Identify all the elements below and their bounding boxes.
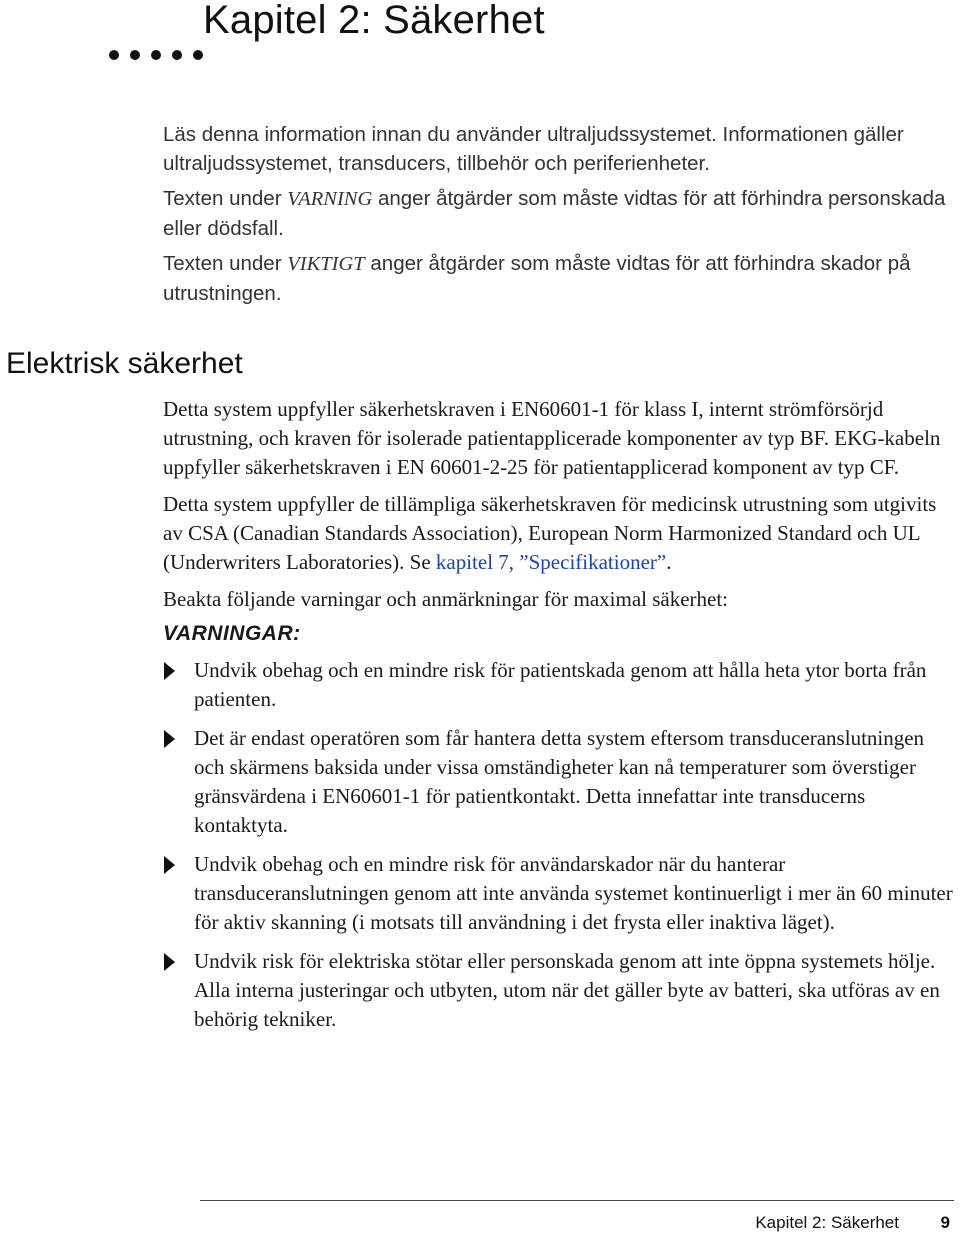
dot-icon <box>130 50 140 60</box>
intro-paragraph: Läs denna information innan du använder ultraljudssystemet. Informationen gäller ultraljudssystemet, transducers, tillbehör och periferienheter. <box>163 123 904 175</box>
varning-term: VARNING <box>287 188 373 210</box>
specifications-link[interactable]: kapitel 7, ”Specifikationer” <box>435 550 667 574</box>
warning-item: Undvik risk för elektriska stötar eller personskada genom att inte öppna systemets hölje. Alla interna justeringar och utbyten, utom när det gäller byte av batteri, ska utföras av en behörig tekniker. <box>163 947 953 1034</box>
warning-item: Undvik obehag och en mindre risk för användarskador när du hanterar transduceranslutningen genom att inte använda systemet kontinuerligt i mer än 60 minuter för aktiv skanning (i motsats till användning i det frysta eller inaktiva läget). <box>163 850 953 937</box>
triangle-bullet-icon <box>164 662 175 680</box>
important-definition-paragraph: Texten under VIKTIGT anger åtgärder som måste vidtas för att förhindra skador på utrustningen. <box>163 252 911 305</box>
footer-chapter: Kapitel 2: Säkerhet <box>755 1213 899 1232</box>
warning-item: Det är endast operatören som får hantera detta system eftersom transduceranslutningen och skärmens baksida under vissa omständigheter kan nå temperaturer som överstiger gränsvärdena i EN60601-1 för patientkontakt. Detta innefattar inte transducerns kontaktyta. <box>163 724 953 840</box>
triangle-bullet-icon <box>164 730 175 748</box>
dot-icon <box>109 50 119 60</box>
section-heading: Elektrisk säkerhet <box>6 347 243 380</box>
standards-paragraph: Detta system uppfyller de tillämpliga säkerhetskraven för medicinsk utrustning som utgivits av CSA (Canadian Standards Association), European Norm Harmonized Standard och UL (Underwriters Laboratories). Se kapitel 7, ”Specifikationer”. <box>163 492 937 574</box>
warnings-label: VARNINGAR: <box>163 622 301 645</box>
warning-item: Undvik obehag och en mindre risk för patientskada genom att hålla heta ytor borta från patienten. <box>163 656 953 714</box>
viktigt-term: VIKTIGT <box>287 253 365 275</box>
dot-icon <box>151 50 161 60</box>
triangle-bullet-icon <box>164 953 175 971</box>
footer-divider <box>200 1200 954 1201</box>
warnings-list <box>163 656 953 1034</box>
dot-icon <box>193 50 203 60</box>
chapter-decoration-dots <box>109 50 203 60</box>
dot-icon <box>172 50 182 60</box>
triangle-bullet-icon <box>164 856 175 874</box>
electrical-safety-section <box>163 395 953 1044</box>
warning-definition-paragraph: Texten under VARNING anger åtgärder som måste vidtas för att förhindra personskada eller dödsfall. <box>163 187 946 240</box>
compliance-paragraph: Detta system uppfyller säkerhetskraven i EN60601-1 för klass I, internt strömförsörjd utrustning, och kraven för isolerade patientapplicerade komponenter av typ BF. EKG-kabeln uppfyller säkerhetskraven i EN 60601-2-25 för patientapplicerad komponent av typ CF. <box>163 397 941 479</box>
page-number: 9 <box>940 1213 950 1232</box>
intro-section <box>163 120 953 314</box>
chapter-title: Kapitel 2: Säkerhet <box>203 0 545 42</box>
intro-warnings-paragraph: Beakta följande varningar och anmärkningar för maximal säkerhet: <box>163 587 729 611</box>
